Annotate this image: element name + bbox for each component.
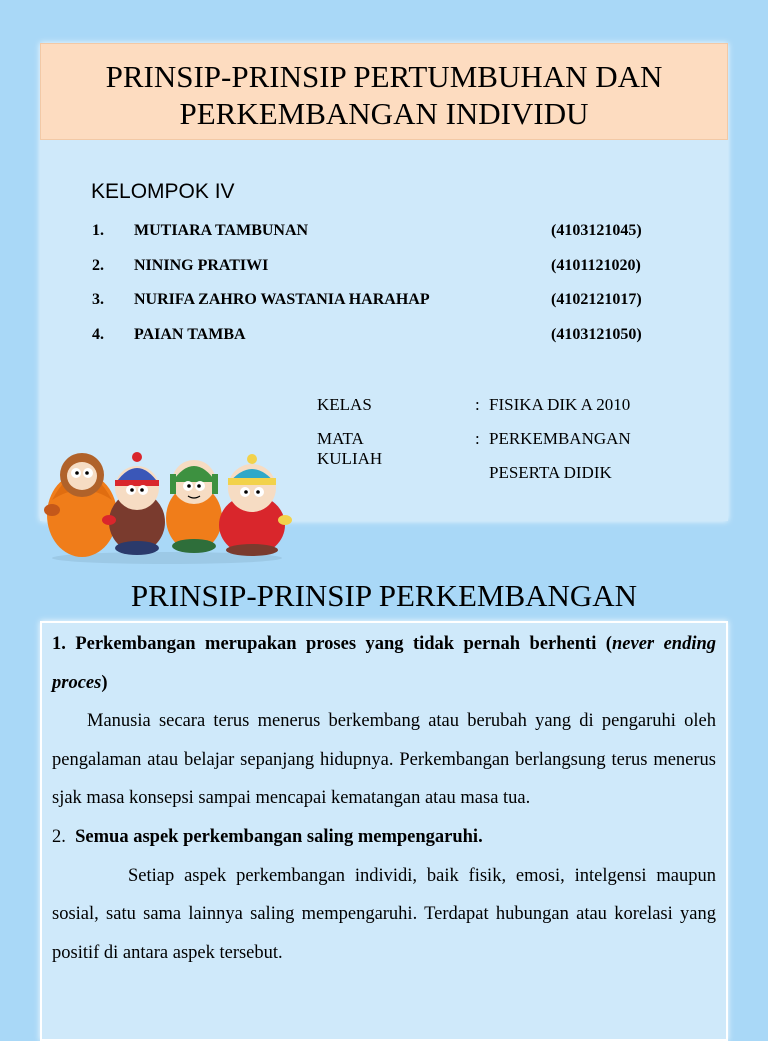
- member-list: [92, 222, 692, 360]
- member-row: [92, 326, 692, 361]
- member-row: [92, 222, 692, 257]
- point-1-body: Manusia secara terus menerus berkembang atau berubah yang di pengaruhi oleh pengalaman atau belajar sepanjang hidupnya. Perkembangan berlangsung terus menerus sjak masa konsepsi sampai mencapai kematangan atau masa tua.: [52, 711, 716, 809]
- info-label: MATA KULIAH: [317, 429, 383, 468]
- info-colon: :: [475, 395, 480, 414]
- member-nim: (4103121045): [551, 222, 642, 239]
- member-number: 1.: [92, 222, 104, 239]
- point-2-body: Setiap aspek perkembangan individi, baik fisik, emosi, intelgensi maupun sosial, satu sama lainnya saling mempengaruhi. Terdapat hubungan atau korelasi yang positif di antara aspek tersebut.: [52, 865, 716, 963]
- info-label: KELAS: [317, 395, 372, 414]
- character-green-hat: [166, 460, 222, 553]
- member-number: 2.: [92, 256, 104, 274]
- member-nim: (4102121017): [551, 291, 642, 308]
- member-nim: (4103121050): [551, 325, 642, 343]
- character-orange-parka: [44, 453, 117, 557]
- section-heading: PRINSIP-PRINSIP PERKEMBANGAN: [130, 578, 638, 613]
- member-row: [92, 257, 692, 292]
- member-number: 3.: [92, 291, 104, 308]
- principles-text: [52, 625, 716, 972]
- info-value: PERKEMBANGAN: [489, 429, 631, 448]
- info-colon: :: [475, 429, 480, 448]
- group-label: KELOMPOK IV: [91, 180, 235, 203]
- member-row: [92, 291, 692, 326]
- member-name: PAIAN TAMBA: [134, 325, 246, 343]
- member-nim: (4101121020): [551, 256, 641, 274]
- info-value: FISIKA DIK A 2010: [489, 395, 631, 414]
- member-name: MUTIARA TAMBUNAN: [134, 222, 309, 239]
- member-number: 4.: [92, 325, 104, 343]
- info-value-continuation: PESERTA DIDIK: [489, 463, 612, 482]
- point-2-title: 2. Semua aspek perkembangan saling mempengaruhi.: [52, 826, 483, 847]
- cartoon-characters-image: [42, 440, 292, 565]
- character-red-jacket: [219, 454, 292, 556]
- member-name: NURIFA ZAHRO WASTANIA HARAHAP: [134, 291, 430, 308]
- slide-title: PRINSIP-PRINSIP PERTUMBUHAN DAN PERKEMBANGAN INDIVIDU: [105, 59, 663, 131]
- member-name: NINING PRATIWI: [134, 256, 269, 274]
- point-1-title: 1. Perkembangan merupakan proses yang tidak pernah berhenti (never ending proces): [52, 634, 716, 693]
- title-box: [40, 43, 728, 140]
